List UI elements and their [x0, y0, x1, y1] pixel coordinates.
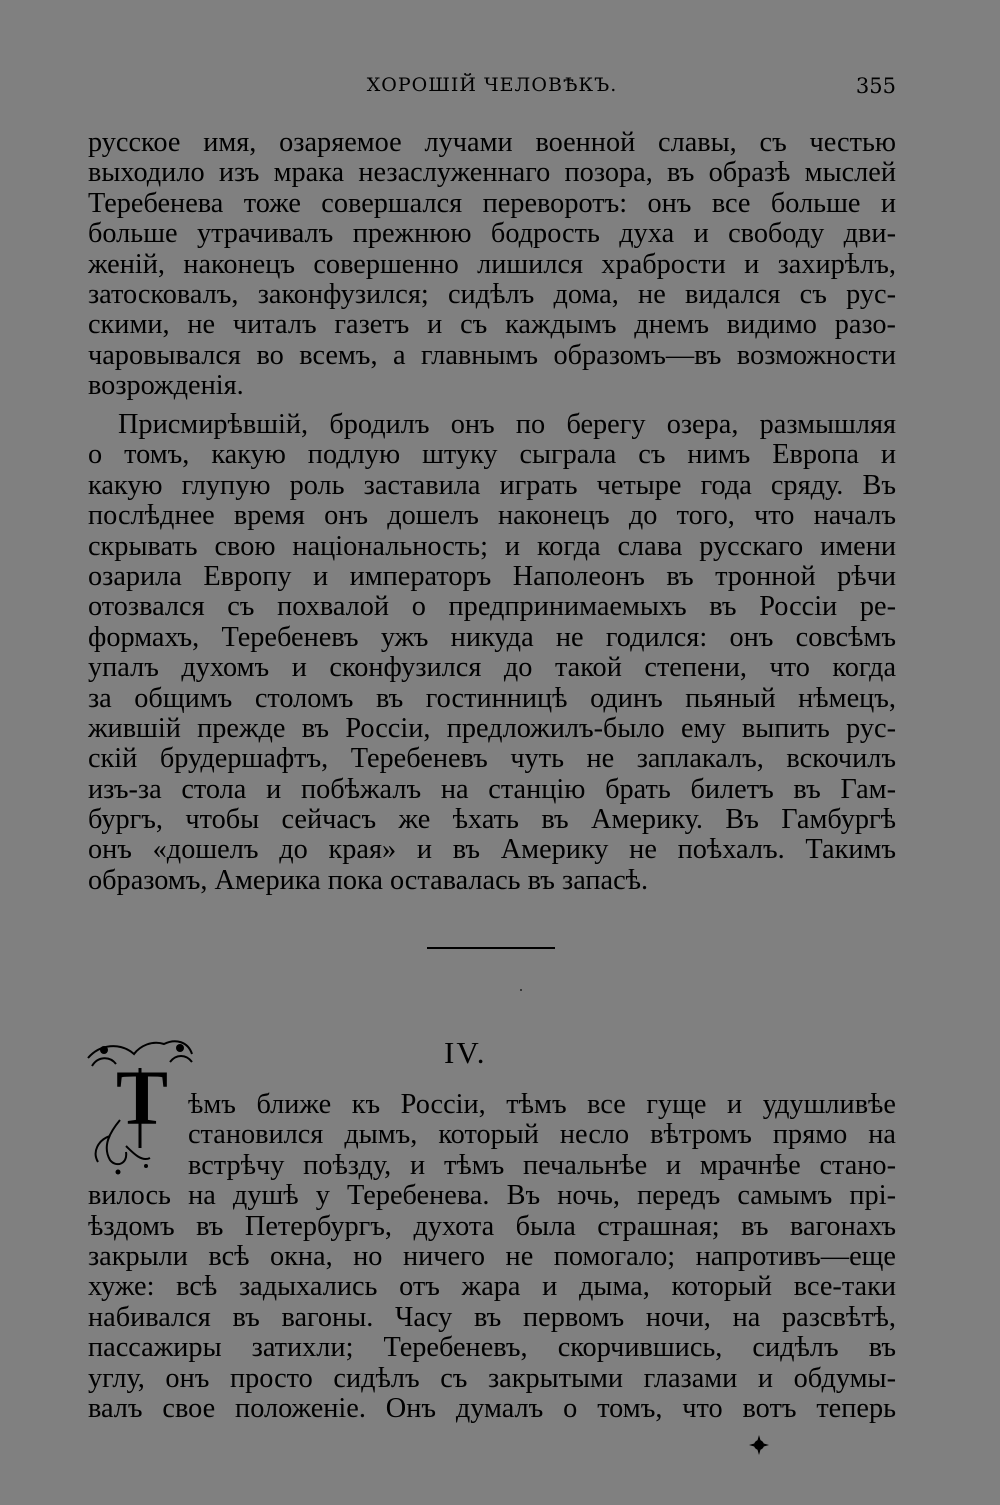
text-line: упалъ духомъ и сконфузился до такой степени, что когда: [88, 652, 896, 684]
text-line: онъ «дошелъ до края» и въ Америку не поѣхалъ. Такимъ: [88, 834, 896, 866]
text-line: возрожденія.: [88, 370, 244, 402]
text-line: валъ свое положеніе. Онъ думалъ о томъ, что вотъ теперь: [88, 1392, 896, 1424]
text-line: чаровывался во всемъ, а главнымъ образомъ—въ возможности: [88, 339, 896, 371]
text-line: какую глупую роль заставила играть четыре года сряду. Въ: [88, 469, 896, 501]
text-line: о томъ, какую подлую штуку сыграла съ нимъ Европа и: [88, 439, 896, 471]
text-line: отозвался съ похвалой о предпринимаемыхъ въ Россіи ре-: [88, 591, 896, 623]
text-line: послѣднее время онъ дошелъ наконецъ до того, что началъ: [88, 500, 896, 532]
running-title: ХОРОШІЙ ЧЕЛОВѢКЪ.: [366, 74, 618, 96]
text-line: изъ-за стола и побѣжалъ на станцію брать билетъ въ Гам-: [88, 773, 896, 805]
text-line: озарила Европу и императоръ Наполеонъ въ тронной рѣчи: [88, 560, 896, 592]
text-line: скій брудершафтъ, Теребеневъ чуть не заплакалъ, вскочилъ: [88, 743, 896, 775]
text-line: жившій прежде въ Россіи, предложилъ-было ему выпить рус-: [88, 712, 896, 744]
paragraph-3: [88, 1090, 896, 1424]
text-line: набивался въ вагоны. Часу въ первомъ ночи, на разсвѣтѣ,: [88, 1301, 896, 1333]
dropcap-letter: Т: [116, 1054, 169, 1141]
text-line: Присмирѣвшій, бродилъ онъ по берегу озера, размышляя: [118, 409, 896, 440]
text-line: бургъ, чтобы сейчасъ же ѣхать въ Америку. Въ Гамбургѣ: [88, 804, 896, 836]
text-line: хуже: всѣ задыхались отъ жара и дыма, который все-таки: [88, 1271, 896, 1303]
text-line: женій, наконецъ совершенно лишился храбрости и захирѣлъ,: [88, 248, 896, 280]
paragraph-2: [88, 410, 896, 896]
fleuron-icon: [748, 1434, 770, 1456]
text-line: скими, не читалъ газетъ и съ каждымъ днемъ видимо разо-: [88, 309, 896, 341]
text-line: становился дымъ, который несло вѣтромъ прямо на: [188, 1119, 896, 1151]
text-line: образомъ, Америка пока оставалась въ запасѣ.: [88, 864, 649, 896]
text-line: русское имя, озаряемое лучами военной славы, съ честью: [88, 127, 896, 158]
text-line: ѣздомъ въ Петербургъ, духота была страшная; въ вагонахъ: [88, 1210, 896, 1242]
text-line: углу, онъ просто сидѣлъ съ закрытыми глазами и обдумы-: [88, 1362, 896, 1394]
print-speck: [520, 989, 522, 991]
text-line: встрѣчу поѣзду, и тѣмъ печальнѣе и мрачнѣе стано-: [188, 1149, 896, 1181]
text-line: вилось на душѣ у Теребенева. Въ ночь, передъ самымъ прі-: [88, 1180, 896, 1212]
text-line: формахъ, Теребеневъ ужъ никуда не годился: онъ совсѣмъ: [88, 621, 896, 653]
text-line: Теребенева тоже совершался переворотъ: онъ все больше и: [88, 187, 896, 219]
section-divider-rule: [427, 947, 555, 949]
text-line: пассажиры затихли; Теребеневъ, скорчившись, сидѣлъ въ: [88, 1332, 896, 1364]
text-line: больше утрачивалъ прежнюю бодрость духа и свободу дви-: [88, 218, 896, 250]
text-line: ѣмъ ближе къ Россіи, тѣмъ все гуще и удушливѣе: [188, 1089, 896, 1120]
paragraph-1: [88, 128, 896, 402]
text-line: за общимъ столомъ въ гостинницѣ одинъ пьяный нѣмецъ,: [88, 682, 896, 714]
text-line: затосковалъ, законфузился; сидѣлъ дома, не видался съ рус-: [88, 278, 896, 310]
page-number: 355: [855, 74, 896, 98]
text-line: закрыли всѣ окна, но ничего не помогало; напротивъ—еще: [88, 1240, 896, 1272]
text-line: выходило изъ мрака незаслуженнаго позора, въ образѣ мыслей: [88, 157, 896, 189]
section-heading: IV.: [444, 1035, 487, 1070]
text-line: скрывать свою національность; и когда слава русскаго имени: [88, 530, 896, 562]
running-head: [88, 72, 896, 102]
